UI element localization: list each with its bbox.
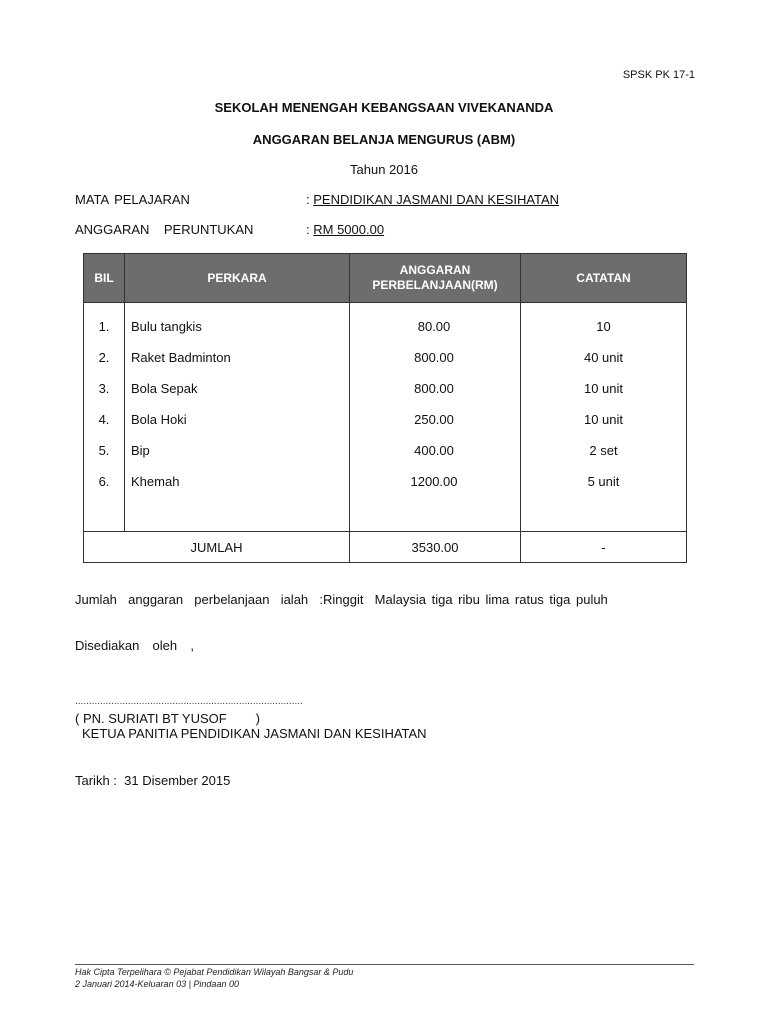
total-amount: 3530.00 (350, 532, 521, 563)
document-code: SPSK PK 17-1 (622, 69, 695, 81)
total-row (84, 532, 687, 563)
anggaran-column (350, 303, 521, 532)
table-header-row (84, 254, 687, 303)
header-bil: BIL (84, 254, 125, 303)
subject-colon: : (306, 192, 314, 207)
header-anggaran-line1: ANGGARAN (399, 263, 471, 277)
allocation-colon: : (306, 222, 314, 237)
row-1-note: 10 (596, 319, 611, 334)
row-3-note: 10 unit (583, 381, 624, 396)
row-2-note: 40 unit (583, 350, 624, 365)
row-2-amount: 800.00 (414, 350, 454, 365)
row-6-item: Khemah (131, 474, 180, 489)
budget-table (83, 253, 687, 563)
row-4-item: Bola Hoki (131, 412, 187, 427)
row-4-bil: 4. (98, 412, 110, 427)
row-1-item: Bulu tangkis (131, 319, 202, 334)
header-perkara: PERKARA (125, 254, 350, 303)
header-catatan: CATATAN (521, 254, 687, 303)
catatan-column (521, 303, 687, 532)
total-note: - (521, 532, 687, 563)
total-label: JUMLAH (84, 532, 350, 563)
date-text: Tarikh : 31 Disember 2015 (75, 773, 231, 788)
school-name: SEKOLAH MENENGAH KEBANGSAAN VIVEKANANDA (214, 100, 554, 115)
row-2-bil: 2. (98, 350, 110, 365)
allocation-value: RM 5000.00 (313, 222, 385, 237)
row-1-amount: 80.00 (417, 319, 451, 334)
row-2-item: Raket Badminton (131, 350, 231, 365)
row-5-amount: 400.00 (414, 443, 454, 458)
footer-copyright: Hak Cipta Terpelihara © Pejabat Pendidikan Wilayah Bangsar & Pudu (75, 967, 354, 977)
subject-value: PENDIDIKAN JASMANI DAN KESIHATAN (313, 192, 560, 207)
signer-name: ( PN. SURIATI BT YUSOF ) (75, 711, 260, 726)
year-text: Tahun 2016 (350, 162, 418, 177)
document-title: ANGGARAN BELANJA MENGURUS (ABM) (252, 132, 516, 147)
row-6-note: 5 unit (587, 474, 620, 489)
row-1-bil: 1. (98, 319, 110, 334)
row-4-amount: 250.00 (414, 412, 454, 427)
row-3-bil: 3. (98, 381, 110, 396)
signer-position: KETUA PANITIA PENDIDIKAN JASMANI DAN KESIHATAN (82, 726, 427, 741)
row-5-note: 2 set (589, 443, 618, 458)
prepared-by: Disediakan oleh , (75, 638, 194, 653)
items-block (84, 303, 687, 532)
subject-label: MATA PELAJARAN (75, 192, 190, 207)
row-6-amount: 1200.00 (410, 474, 458, 489)
bil-column (84, 303, 125, 532)
subject-value-wrap (306, 192, 559, 207)
header-anggaran (350, 254, 521, 303)
footer-divider (75, 964, 694, 965)
row-6-bil: 6. (98, 474, 110, 489)
signature-line: .................................................................................. (75, 696, 303, 707)
allocation-value-wrap (306, 222, 384, 237)
row-3-amount: 800.00 (414, 381, 454, 396)
allocation-label: ANGGARAN PERUNTUKAN (75, 222, 254, 237)
perkara-column (125, 303, 350, 532)
row-5-item: Bip (131, 443, 150, 458)
row-5-bil: 5. (98, 443, 110, 458)
row-4-note: 10 unit (583, 412, 624, 427)
summary-text: Jumlah anggaran perbelanjaan ialah :Ringgit Malaysia tiga ribu lima ratus tiga puluh (75, 592, 608, 607)
footer-revision: 2 Januari 2014-Keluaran 03 | Pindaan 00 (75, 979, 239, 989)
header-anggaran-line2: PERBELANJAAN(RM) (372, 278, 498, 292)
row-3-item: Bola Sepak (131, 381, 198, 396)
